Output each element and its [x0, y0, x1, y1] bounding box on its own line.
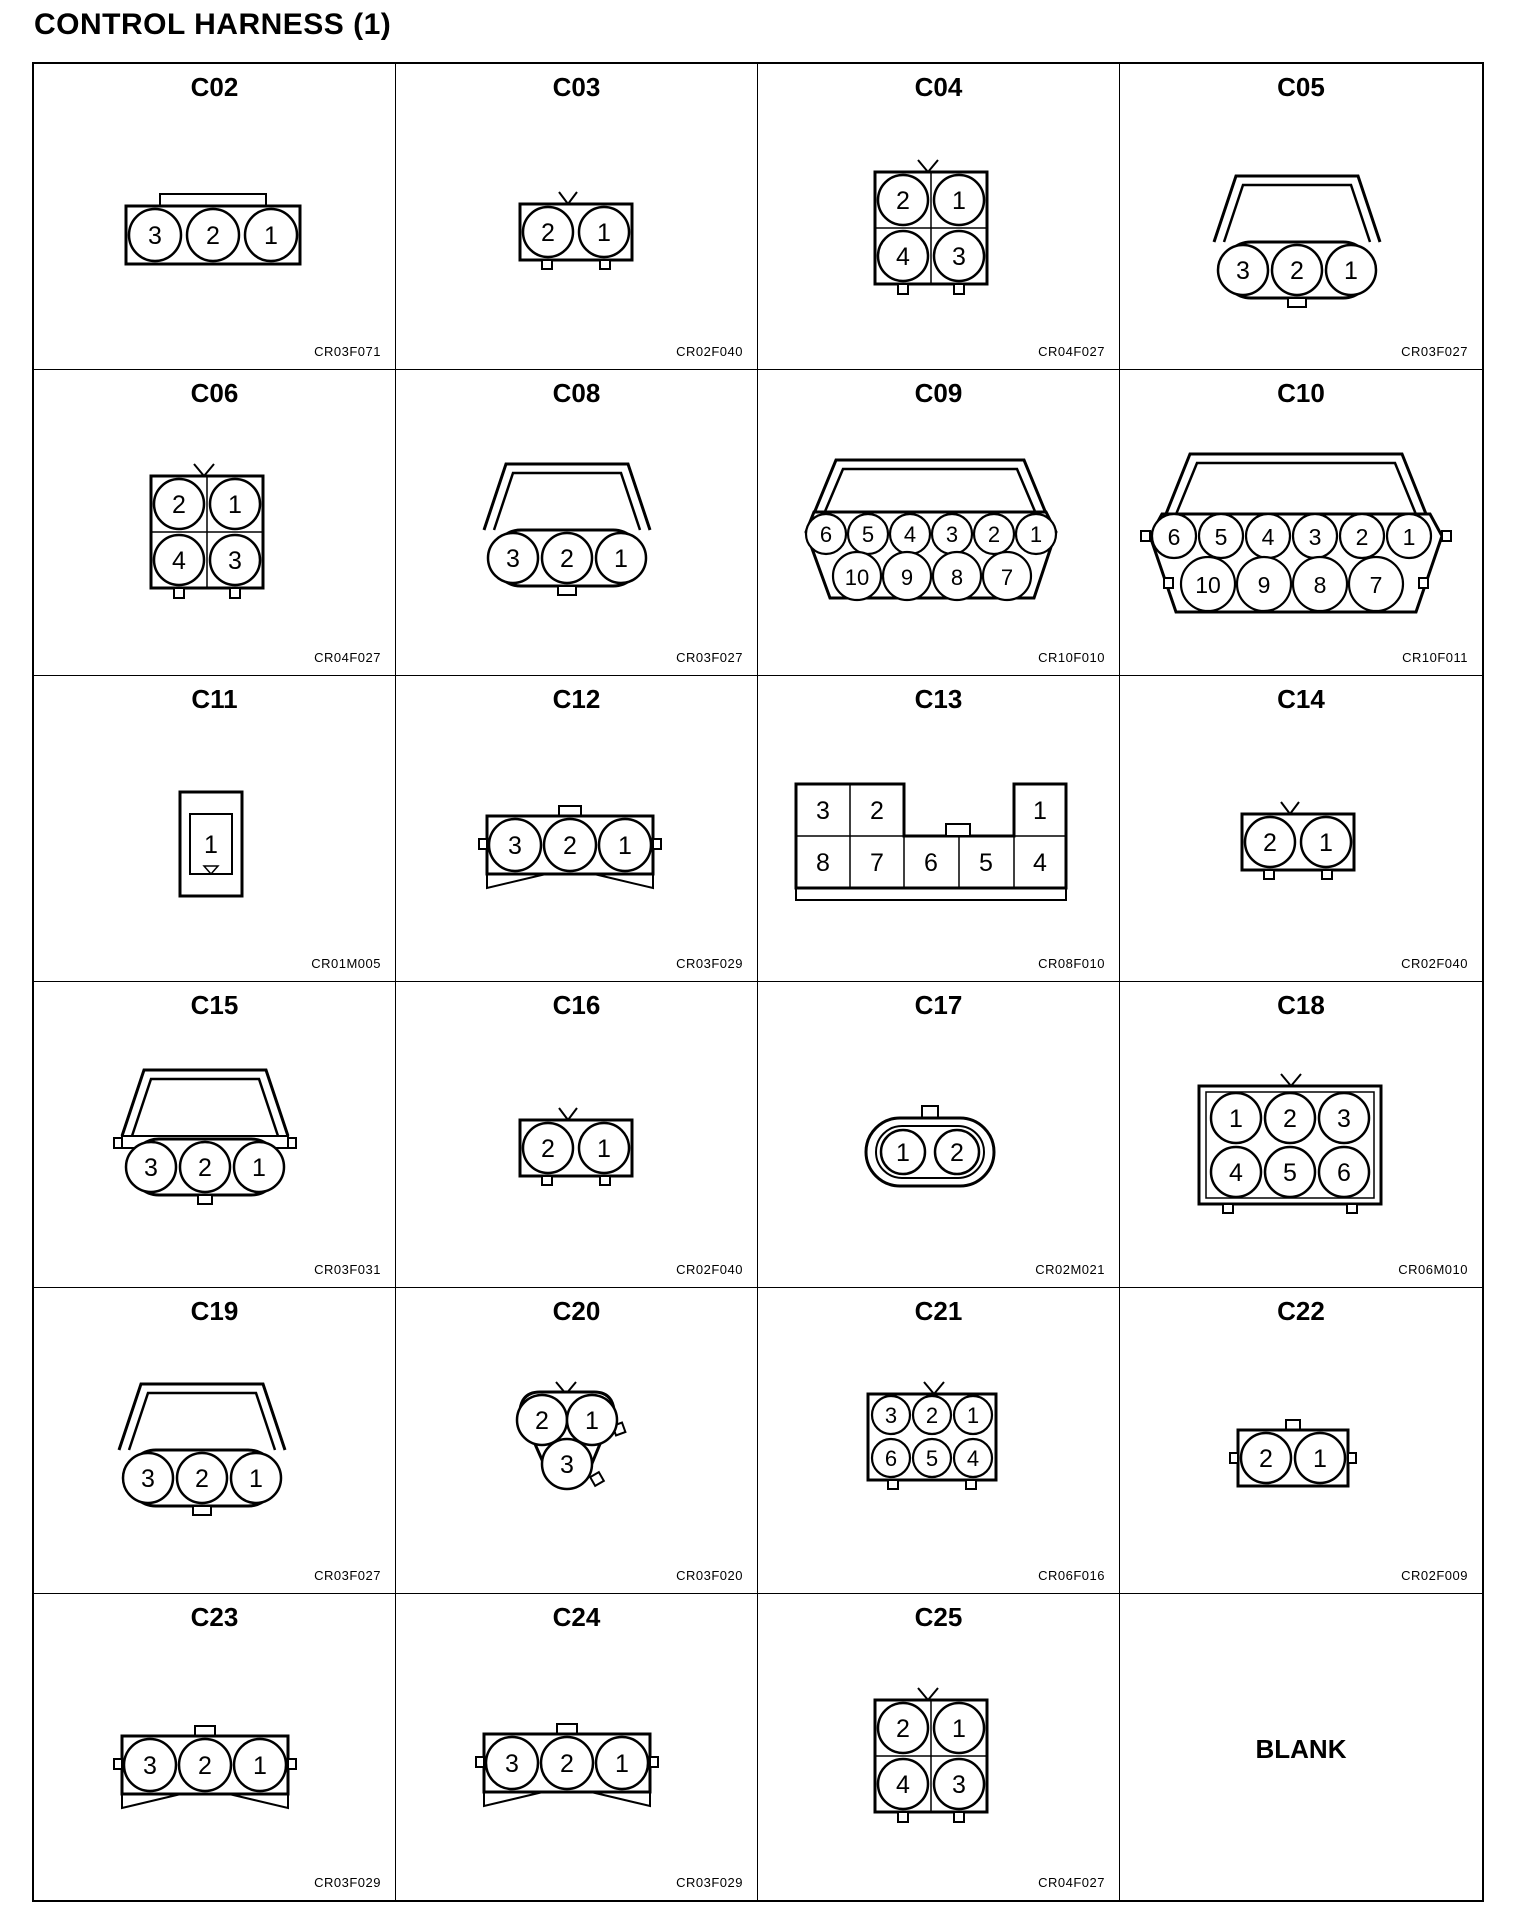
connector-c14-diagram	[1120, 676, 1482, 982]
connector-c21-diagram	[758, 1288, 1120, 1594]
part-code: CR10F010	[1038, 650, 1105, 665]
connector-cell-c04	[758, 64, 1120, 370]
connector-c16-diagram	[396, 982, 758, 1288]
pin-number: 2	[896, 1715, 910, 1743]
connector-c12-diagram	[396, 676, 758, 982]
pin-number: 7	[1369, 572, 1383, 598]
pin-number: 7	[870, 849, 884, 877]
pin-number: 6	[924, 849, 938, 877]
connector-c05-diagram	[1120, 64, 1482, 370]
pin-number: 6	[1167, 524, 1181, 550]
part-code: CR02F040	[676, 344, 743, 359]
connector-c24-diagram	[396, 1594, 758, 1900]
pin-number: 3	[560, 1451, 574, 1479]
connector-label: C03	[552, 72, 601, 102]
connector-c11-diagram	[34, 676, 396, 982]
pin-number: 2	[870, 797, 884, 825]
part-code: CR03F029	[314, 1875, 381, 1890]
pin-number: 1	[896, 1139, 910, 1167]
pin-number: 1	[228, 491, 242, 519]
pin-number: 3	[143, 1752, 157, 1780]
part-code: CR01M005	[311, 956, 381, 971]
connector-cell-c19	[34, 1288, 396, 1594]
pin-number: 2	[535, 1407, 549, 1435]
pin-number: 2	[925, 1403, 939, 1428]
part-code: CR03F071	[314, 344, 381, 359]
pin-number: 2	[541, 219, 555, 247]
connector-label: C25	[914, 1602, 963, 1632]
connector-cell-c14	[1120, 676, 1482, 982]
pin-number: 4	[896, 243, 910, 271]
connector-label: C09	[914, 378, 963, 408]
connector-label: C24	[552, 1602, 601, 1632]
pin-number: 3	[141, 1465, 155, 1493]
pin-number: 3	[228, 547, 242, 575]
pin-number: 3	[1236, 257, 1250, 285]
connector-c02-diagram	[34, 64, 396, 370]
pin-number: 9	[900, 565, 914, 590]
connector-cell-c18	[1120, 982, 1482, 1288]
pin-number: 4	[1229, 1159, 1243, 1187]
connector-c09-diagram	[758, 370, 1120, 676]
connector-c03-diagram	[396, 64, 758, 370]
connector-cell-c11	[34, 676, 396, 982]
pin-number: 2	[1259, 1445, 1273, 1473]
part-code: CR06F016	[1038, 1568, 1105, 1583]
pin-number: 5	[1283, 1159, 1297, 1187]
pin-number: 4	[1261, 524, 1275, 550]
part-code: CR10F011	[1402, 650, 1468, 665]
connector-cell-c12	[396, 676, 758, 982]
connector-label: C14	[1277, 684, 1325, 714]
connector-c06-diagram	[34, 370, 396, 676]
page-title: CONTROL HARNESS (1)	[34, 8, 392, 41]
connector-label: C22	[1277, 1296, 1325, 1326]
pin-number: 3	[884, 1403, 898, 1428]
pin-number: 1	[597, 1135, 611, 1163]
connector-cell-c08	[396, 370, 758, 676]
part-code: CR04F027	[1038, 1875, 1105, 1890]
pin-number: 2	[950, 1139, 964, 1167]
part-code: CR03F027	[314, 1568, 381, 1583]
connector-cell-c16	[396, 982, 758, 1288]
pin-number: 2	[563, 832, 577, 860]
connector-cell-c23	[34, 1594, 396, 1900]
pin-number: 10	[1195, 572, 1221, 598]
pin-number: 3	[1337, 1105, 1351, 1133]
pin-number: 5	[1214, 524, 1228, 550]
connector-label: C19	[190, 1296, 239, 1326]
pin-number: 2	[1263, 829, 1277, 857]
pin-number: 4	[172, 547, 186, 575]
pin-number: 1	[1313, 1445, 1327, 1473]
pin-number: 1	[1402, 524, 1416, 550]
pin-number: 1	[618, 832, 632, 860]
connector-c10-diagram	[1120, 370, 1482, 676]
pin-number: 10	[844, 565, 870, 590]
pin-number: 5	[979, 849, 993, 877]
connector-c25-diagram	[758, 1594, 1120, 1900]
pin-number: 4	[966, 1446, 980, 1471]
part-code: CR02F009	[1401, 1568, 1468, 1583]
blank-cell	[1120, 1594, 1482, 1900]
connector-cell-c03	[396, 64, 758, 370]
part-code: CR02M021	[1035, 1262, 1105, 1277]
pin-number: 3	[505, 1750, 519, 1778]
connector-label: C13	[914, 684, 963, 714]
pin-number: 6	[819, 522, 833, 547]
pin-number: 1	[1029, 522, 1043, 547]
pin-number: 2	[896, 187, 910, 215]
connector-label: C06	[190, 378, 239, 408]
connector-label: C18	[1277, 990, 1325, 1020]
connector-grid	[32, 62, 1484, 1902]
connector-c20-diagram	[396, 1288, 758, 1594]
pin-number: 1	[615, 1750, 629, 1778]
part-code: CR06M010	[1398, 1262, 1468, 1277]
blank-label: BLANK	[1255, 1734, 1347, 1764]
pin-number: 6	[1337, 1159, 1351, 1187]
pin-number: 5	[861, 522, 875, 547]
pin-number: 3	[952, 1771, 966, 1799]
pin-number: 3	[144, 1154, 158, 1182]
pin-number: 3	[945, 522, 959, 547]
part-code: CR04F027	[1038, 344, 1105, 359]
connector-cell-c22	[1120, 1288, 1482, 1594]
pin-number: 4	[1033, 849, 1047, 877]
connector-cell-c05	[1120, 64, 1482, 370]
part-code: CR03F027	[676, 650, 743, 665]
pin-number: 2	[1283, 1105, 1297, 1133]
pin-number: 2	[560, 545, 574, 573]
pin-number: 3	[1308, 524, 1322, 550]
connector-cell-c21	[758, 1288, 1120, 1594]
pin-number: 1	[597, 219, 611, 247]
pin-number: 1	[585, 1407, 599, 1435]
connector-label: C12	[552, 684, 601, 714]
pin-number: 4	[903, 522, 917, 547]
connector-cell-c06	[34, 370, 396, 676]
part-code: CR03F020	[676, 1568, 743, 1583]
pin-number: 3	[508, 832, 522, 860]
connector-label: C20	[552, 1296, 601, 1326]
pin-number: 2	[198, 1154, 212, 1182]
pin-number: 1	[1344, 257, 1358, 285]
pin-number: 3	[506, 545, 520, 573]
pin-number: 1	[264, 222, 278, 250]
pin-number: 2	[560, 1750, 574, 1778]
pin-number: 1	[1033, 797, 1047, 825]
connector-label: C15	[190, 990, 239, 1020]
connector-cell-c24	[396, 1594, 758, 1900]
pin-number: 3	[148, 222, 162, 250]
pin-number: 3	[816, 797, 830, 825]
connector-cell-c09	[758, 370, 1120, 676]
connector-cell-c02	[34, 64, 396, 370]
pin-number: 1	[252, 1154, 266, 1182]
connector-label: C08	[552, 378, 601, 408]
pin-number: 1	[952, 1715, 966, 1743]
pin-number: 4	[896, 1771, 910, 1799]
pin-number: 3	[952, 243, 966, 271]
part-code: CR03F029	[676, 956, 743, 971]
pin-number: 5	[925, 1446, 939, 1471]
connector-label: C17	[914, 990, 963, 1020]
connector-label: C16	[552, 990, 601, 1020]
connector-cell-c15	[34, 982, 396, 1288]
pin-number: 7	[1000, 565, 1014, 590]
pin-number: 9	[1257, 572, 1271, 598]
pin-number: 2	[206, 222, 220, 250]
connector-label: C10	[1277, 378, 1325, 408]
part-code: CR03F027	[1401, 344, 1468, 359]
connector-cell-c13	[758, 676, 1120, 982]
pin-number: 2	[195, 1465, 209, 1493]
connector-c17-diagram	[758, 982, 1120, 1288]
part-code: CR04F027	[314, 650, 381, 665]
connector-c13-diagram	[758, 676, 1120, 982]
part-code: CR02F040	[1401, 956, 1468, 971]
pin-number: 1	[253, 1752, 267, 1780]
connector-label: C05	[1277, 72, 1325, 102]
connector-c23-diagram	[34, 1594, 396, 1900]
pin-number: 1	[249, 1465, 263, 1493]
pin-number: 8	[1313, 572, 1327, 598]
part-code: CR03F031	[314, 1262, 381, 1277]
connector-c04-diagram	[758, 64, 1120, 370]
connector-cell-c17	[758, 982, 1120, 1288]
pin-number: 1	[1319, 829, 1333, 857]
pin-number: 1	[952, 187, 966, 215]
connector-c19-diagram	[34, 1288, 396, 1594]
pin-number: 2	[987, 522, 1001, 547]
connector-c18-diagram	[1120, 982, 1482, 1288]
connector-cell-c25	[758, 1594, 1120, 1900]
pin-number: 1	[1229, 1105, 1243, 1133]
connector-c08-diagram	[396, 370, 758, 676]
pin-number: 2	[1355, 524, 1369, 550]
pin-number: 2	[172, 491, 186, 519]
part-code: CR03F029	[676, 1875, 743, 1890]
connector-label: C23	[190, 1602, 239, 1632]
connector-c15-diagram	[34, 982, 396, 1288]
pin-number: 8	[950, 565, 964, 590]
pin-number: 2	[541, 1135, 555, 1163]
connector-label: C04	[914, 72, 963, 102]
part-code: CR08F010	[1038, 956, 1105, 971]
connector-label: C21	[914, 1296, 963, 1326]
connector-cell-c20	[396, 1288, 758, 1594]
part-code: CR02F040	[676, 1262, 743, 1277]
pin-number: 1	[614, 545, 628, 573]
connector-label: C02	[190, 72, 239, 102]
pin-number: 2	[1290, 257, 1304, 285]
pin-number: 1	[204, 831, 218, 859]
connector-cell-c10	[1120, 370, 1482, 676]
pin-number: 6	[884, 1446, 898, 1471]
pin-number: 1	[966, 1403, 980, 1428]
connector-label: C11	[191, 684, 238, 714]
pin-number: 8	[816, 849, 830, 877]
pin-number: 2	[198, 1752, 212, 1780]
connector-c22-diagram	[1120, 1288, 1482, 1594]
